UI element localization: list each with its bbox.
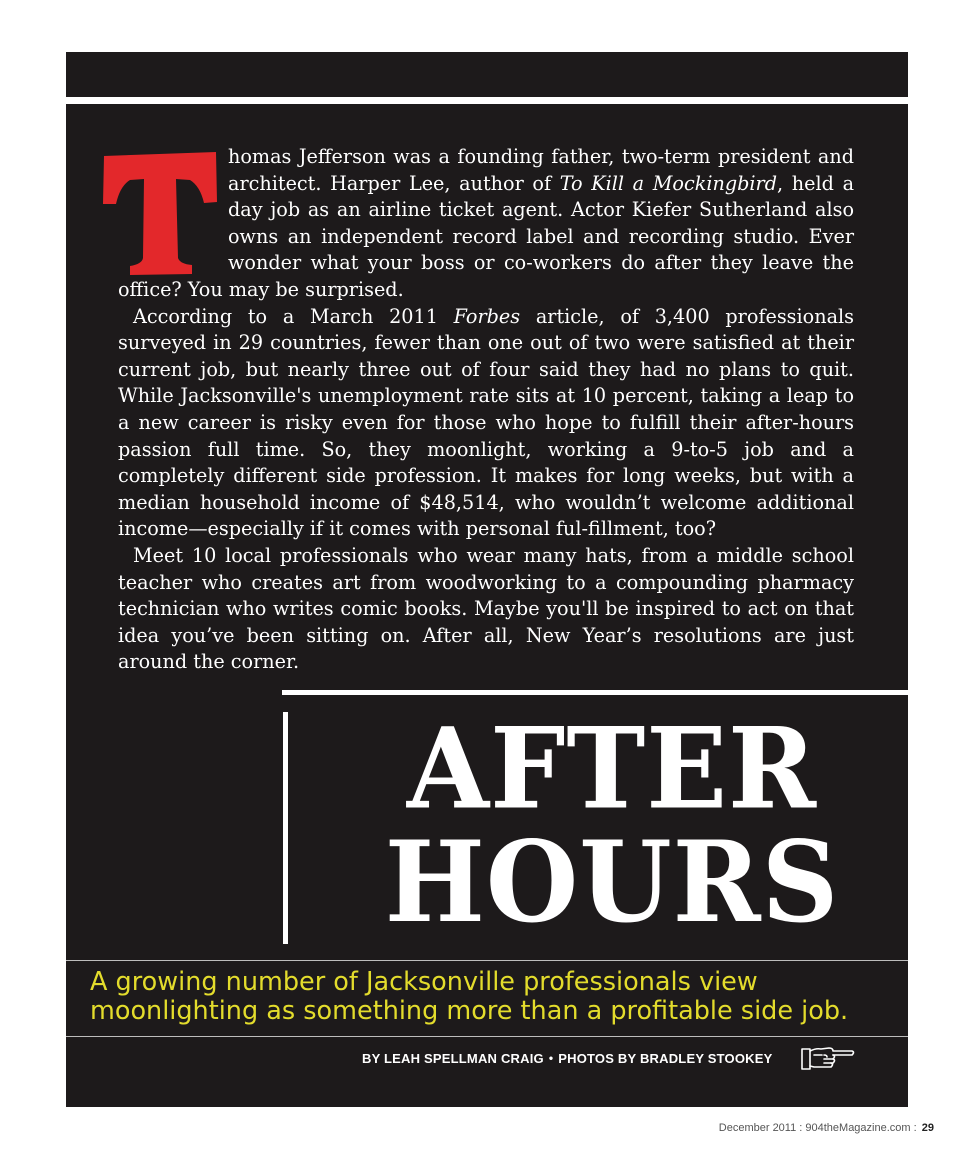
paragraph-2 [118,304,854,543]
headline-top-rule [282,690,908,695]
byline-separator: • [548,1051,554,1065]
deck-bottom-rule [66,1036,908,1037]
paragraph-3: Meet 10 local professionals who wear many hats, from a middle school teacher who creates art from woodworking to a compounding pharmacy technician who writes comic books. Maybe you'll be inspired to act on that idea you’ve been sitting on. After all, New Year’s resolutions are just around the corner. [118,543,854,674]
book-title: To Kill a Mockingbird [559,171,778,195]
page-number: 29 [921,1122,934,1134]
byline [362,1048,773,1068]
article-body [118,144,854,676]
page-footer [719,1122,934,1134]
paragraph-2-text-a: According to a March 2011 [133,304,454,328]
paragraph-1 [118,144,854,304]
drop-cap-letter [100,146,220,276]
paragraph-1-text-b: , held a day job as an airline ticket agent. Actor Kiefer Sutherland also owns an independent record label and recording studio. Ever wonder what your boss or co-workers do after they leave the office? You may be surprised. [118,171,855,301]
deck-top-rule [66,960,908,961]
headline [342,702,882,948]
paragraph-2-text-b: article, of 3,400 professionals surveyed in 29 countries, fewer than one out of two were satisfied at their current job, but nearly three out of four said they had no plans to quit. While Jacksonville's unemployment rate sits at 10 percent, taking a leap to a new career is risky even for those who hope to fulfill their after-hours passion full time. So, they moonlight, working a 9-to-5 job and a completely different side profession. It makes for long weeks, but with a median household income of $48,514, who wouldn’t welcome additional income—especially if it comes with personal ful-fillment, too? [118,304,854,541]
headline-line-1: AFTER [406,702,818,834]
headline-vertical-rule [283,712,288,944]
drop-cap [100,146,220,276]
footer-issue: December 2011 : 904theMagazine.com : [718,1122,917,1134]
headline-line-2: HOURS [384,815,840,948]
paragraph-1-text-a: homas Jefferson was a founding father, two-term president and architect. Harper Lee, author of [228,145,854,195]
top-band [66,52,908,97]
deck: A growing number of Jacksonville professionals view moonlighting as something more than a profitable side job. [90,967,849,1026]
byline-author: BY LEAH SPELLMAN CRAIG [362,1050,544,1066]
pointing-hand-icon [800,1042,856,1072]
byline-photos: PHOTOS BY BRADLEY STOOKEY [558,1050,773,1066]
publication-name: Forbes [453,304,521,328]
